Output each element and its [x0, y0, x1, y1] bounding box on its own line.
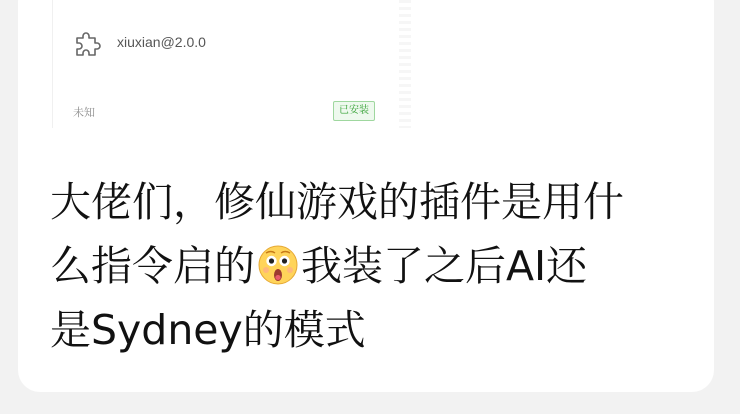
message-line-2-start: 么指令启的	[50, 242, 255, 290]
plugin-name: xiuxian@2.0.0	[117, 34, 206, 50]
message-line-1: 大佬们，修仙游戏的插件是用什	[50, 178, 624, 226]
plugin-status: 未知	[73, 106, 95, 119]
message-line-2	[50, 234, 710, 298]
plugin-screenshot	[52, 0, 403, 128]
screenshot-edge	[399, 0, 411, 128]
message-line-2-end: 我装了之后AI还	[301, 242, 588, 290]
message-line-3: 是Sydney的模式	[50, 306, 366, 354]
puzzle-piece-icon	[73, 30, 103, 58]
astonished-face-icon	[256, 241, 300, 285]
installed-badge: 已安装	[333, 101, 375, 121]
message-text	[50, 170, 710, 362]
